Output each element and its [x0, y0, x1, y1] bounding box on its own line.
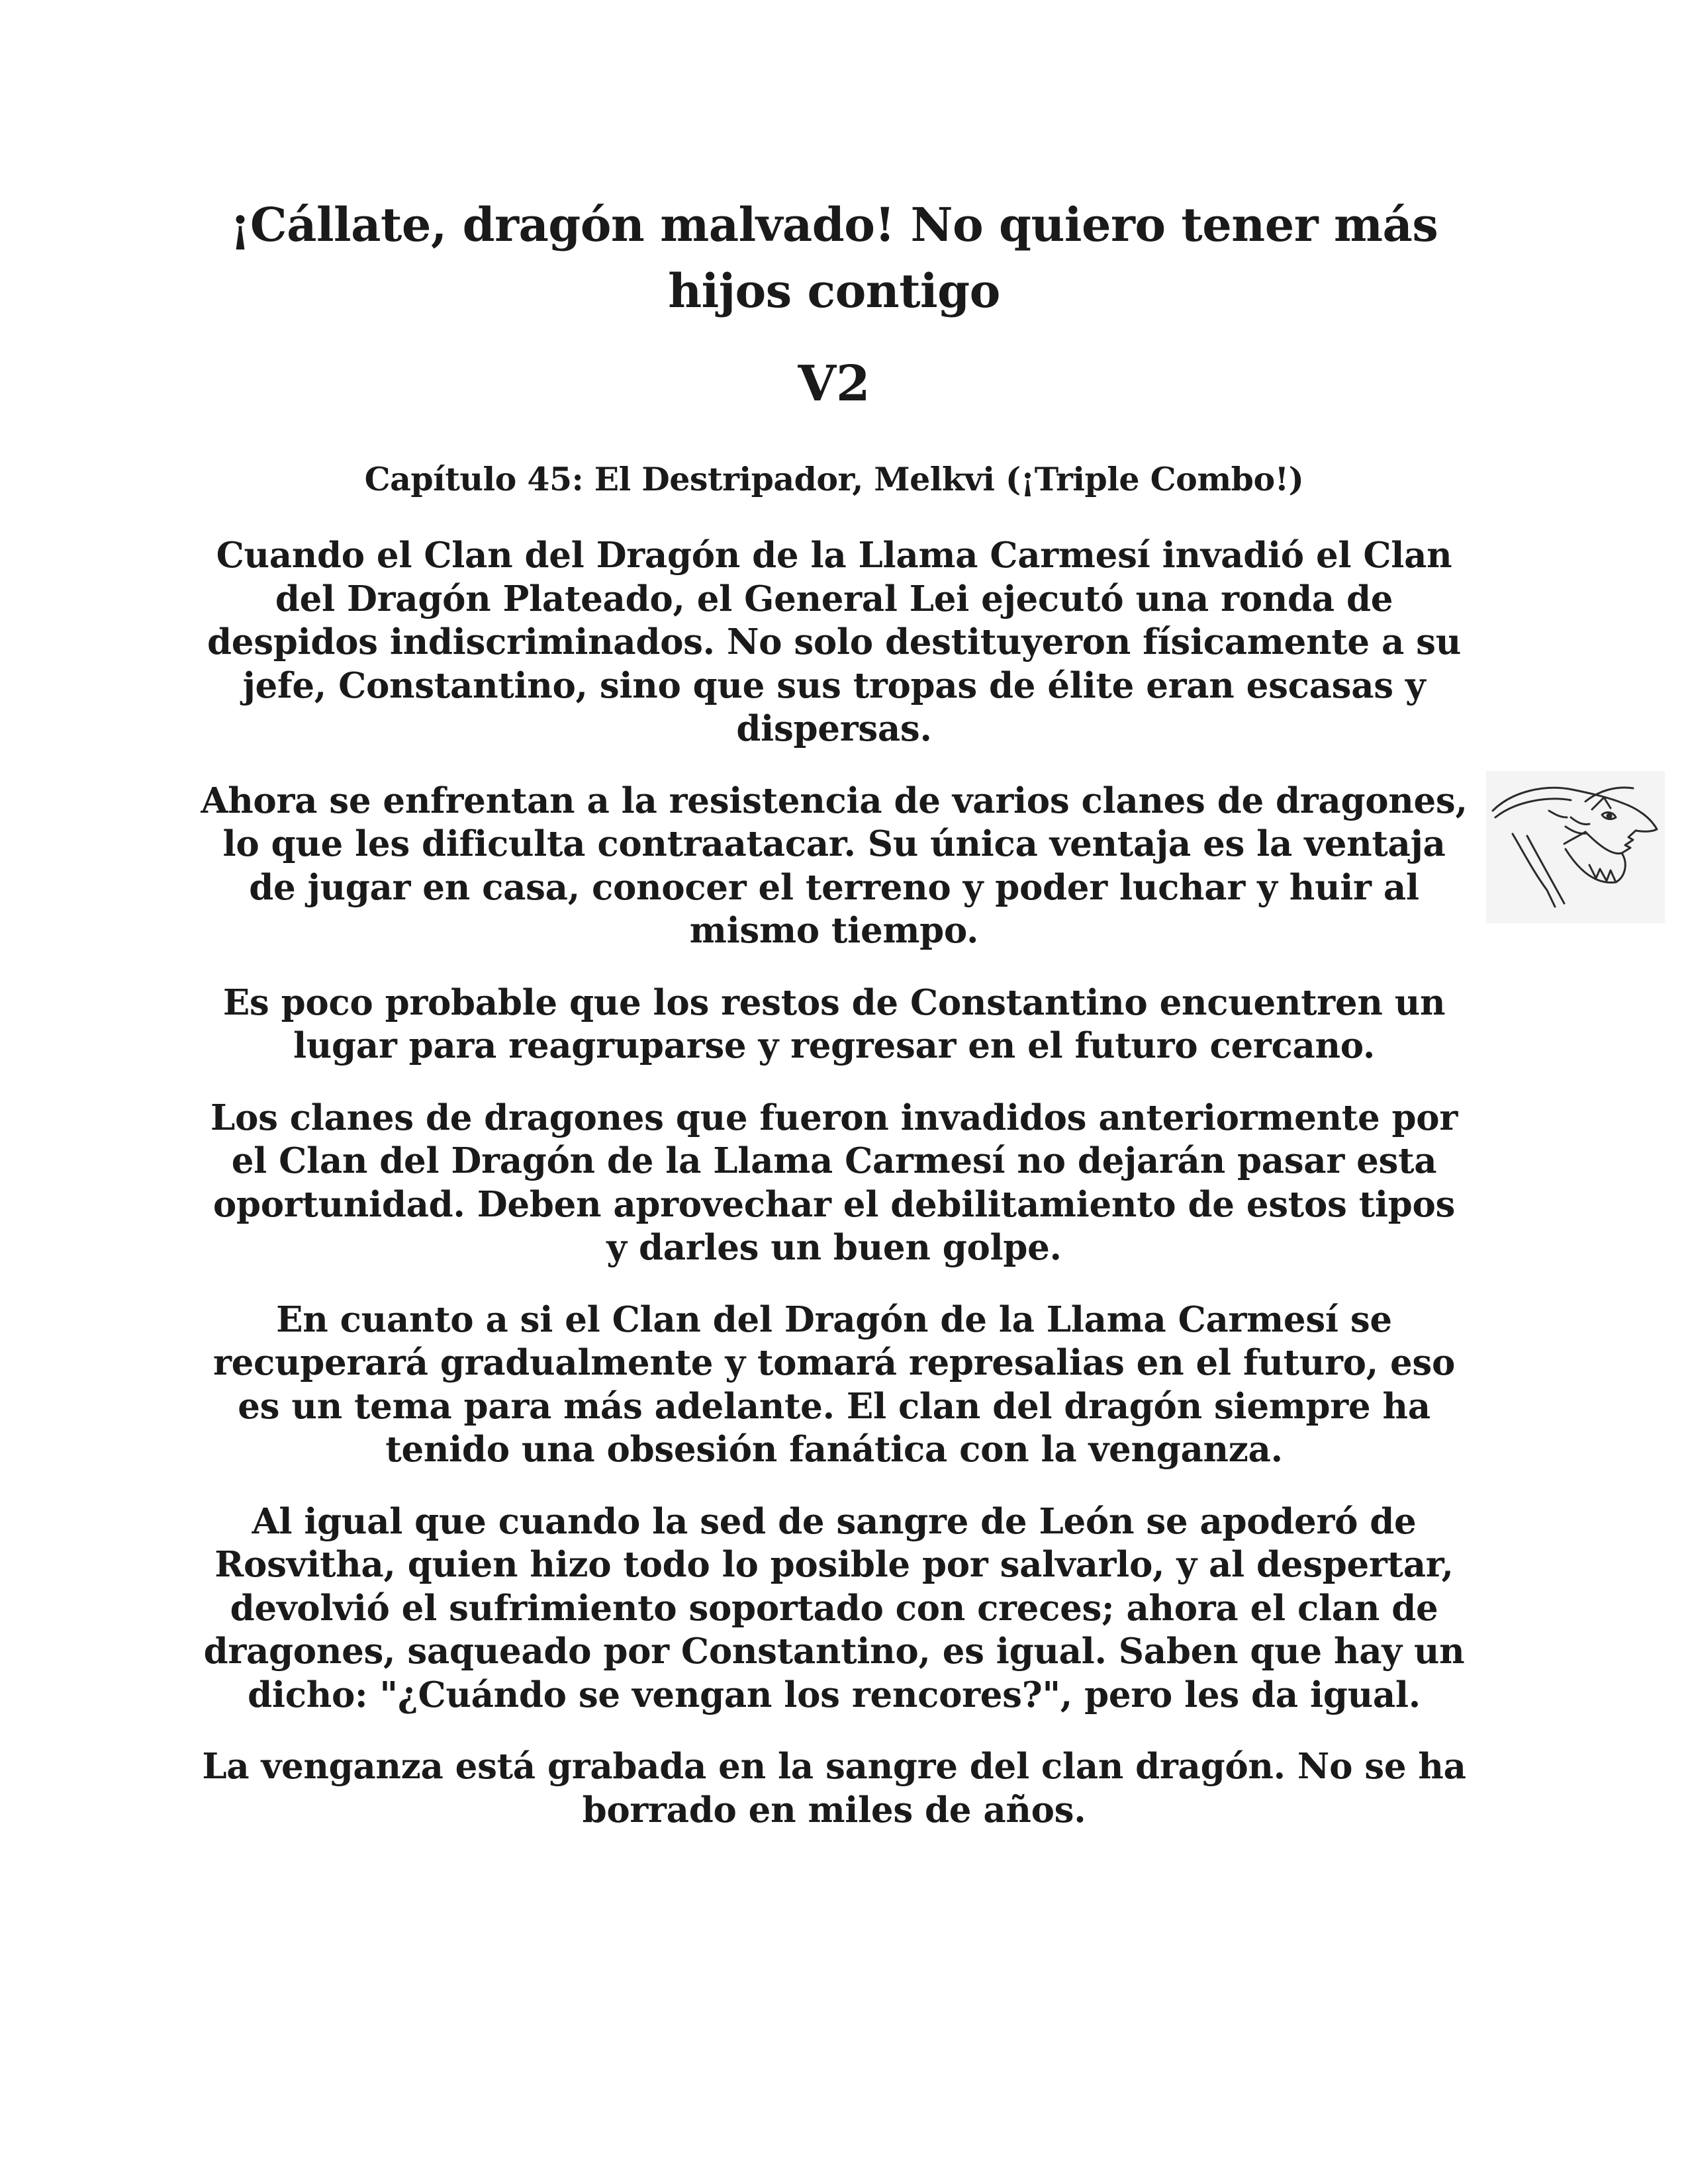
paragraph: Al igual que cuando la sed de sangre de León se apoderó de Rosvitha, quien hizo todo lo posible por salvarlo, y al despertar, devolvió el sufrimiento soportado con creces; ahora el clan de dragones, saqueado por Constantino, es igual. Saben que hay un dicho: "¿Cuándo se vengan los rencores?", pero les da igual.	[203, 1500, 1465, 1715]
paragraph: Los clanes de dragones que fueron invadidos anteriormente por el Clan del Dragón de la Llama Carmesí no dejarán pasar esta oportunidad. Deben aprovechar el debilitamiento de estos tipos y darles un buen golpe.	[211, 1097, 1458, 1268]
paragraph: Es poco probable que los restos de Constantino encuentren un lugar para reagruparse y regresar en el futuro cercano.	[222, 981, 1446, 1066]
document-body	[199, 534, 1470, 1860]
version-label: V2	[798, 355, 870, 412]
paragraph: En cuanto a si el Clan del Dragón de la Llama Carmesí se recuperará gradualmente y tomará represalias en el futuro, eso es un tema para más adelante. El clan del dragón siempre ha tenido una obsesión fanática con la venganza.	[212, 1298, 1456, 1470]
paragraph: Cuando el Clan del Dragón de la Llama Carmesí invadió el Clan del Dragón Plateado, el General Lei ejecutó una ronda de despidos indiscriminados. No solo destituyeron físicamente a su jefe, Constantino, sino que sus tropas de élite eran escasas y dispersas.	[207, 535, 1461, 749]
document-title: ¡Cállate, dragón malvado! No quiero tener más hijos contigo	[230, 197, 1438, 318]
dragon-head-sketch-icon	[1486, 771, 1665, 923]
paragraph: Ahora se enfrentan a la resistencia de varios clanes de dragones, lo que les dificulta contraatacar. Su única ventaja es la ventaja de jugar en casa, conocer el terreno y poder luchar y huir al mismo tiempo.	[201, 780, 1468, 951]
paragraph: La venganza está grabada en la sangre del clan dragón. No se ha borrado en miles de años.	[202, 1746, 1466, 1831]
chapter-heading: Capítulo 45: El Destripador, Melkvi (¡Triple Combo!)	[364, 460, 1304, 498]
